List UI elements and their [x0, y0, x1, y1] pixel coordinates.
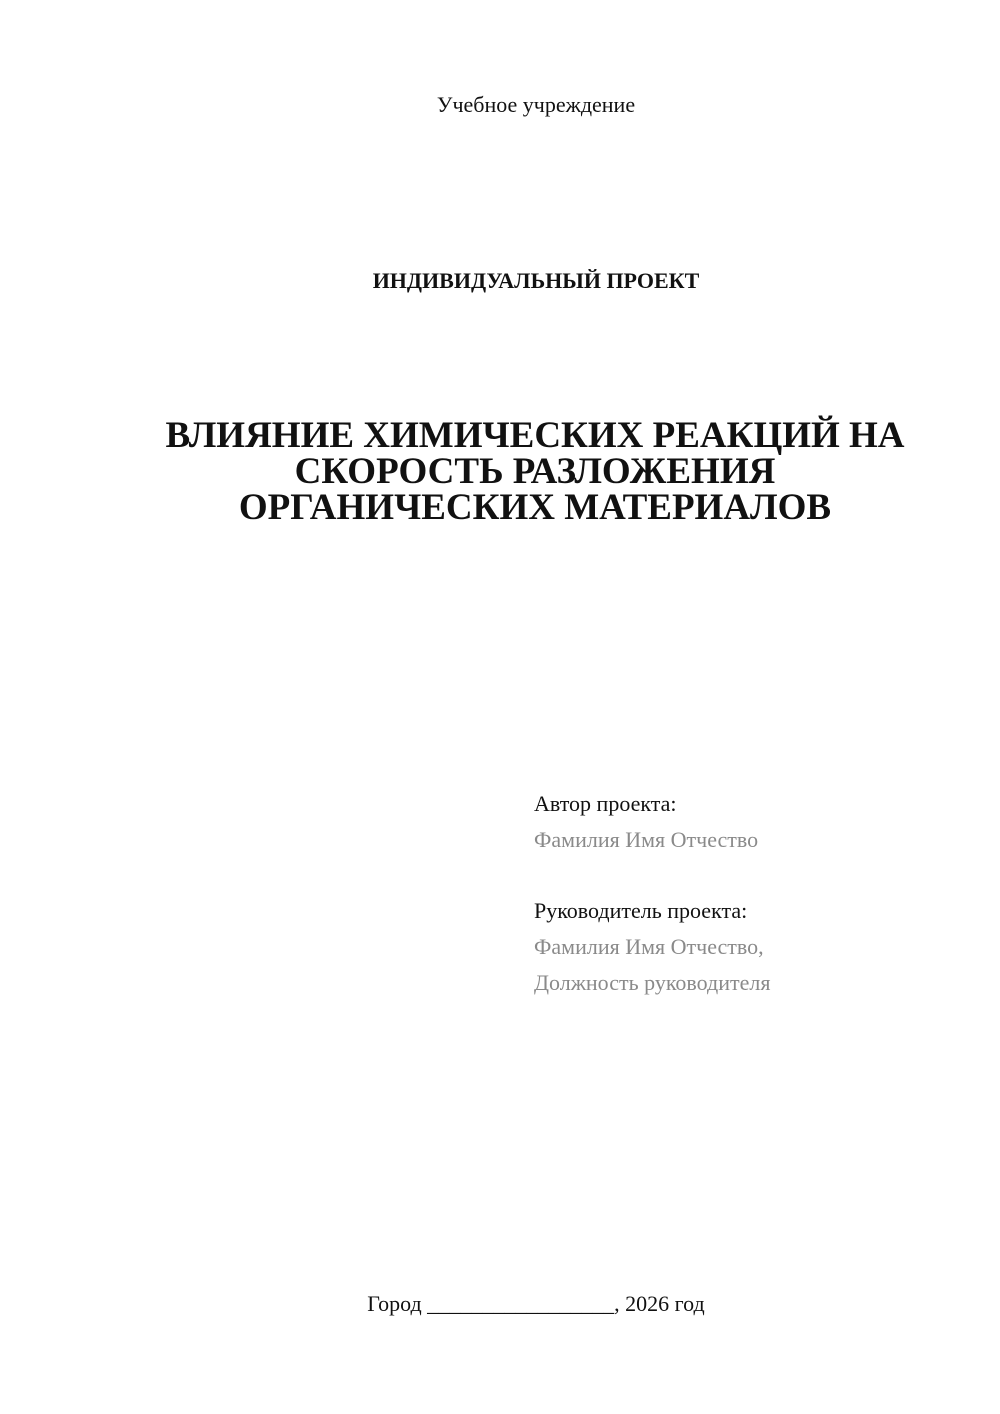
institution-name: Учебное учреждение [436, 92, 636, 117]
project-title-line: ВЛИЯНИЕ ХИМИЧЕСКИХ РЕАКЦИЙ НА [165, 415, 905, 456]
author-block [534, 786, 964, 858]
city-year-line: Город _________________, 2026 год [367, 1291, 705, 1316]
project-title-line: ОРГАНИЧЕСКИХ МАТЕРИАЛОВ [238, 487, 832, 528]
author-label: Автор проекта: [534, 791, 677, 816]
project-title-line: СКОРОСТЬ РАЗЛОЖЕНИЯ [294, 451, 776, 492]
author-name-placeholder: Фамилия Имя Отчество [534, 827, 759, 852]
supervisor-block [534, 893, 964, 1001]
document-type: ИНДИВИДУАЛЬНЫЙ ПРОЕКТ [372, 268, 700, 293]
supervisor-name-placeholder: Фамилия Имя Отчество, [534, 934, 764, 959]
supervisor-position-placeholder: Должность руководителя [534, 970, 771, 995]
project-title [100, 415, 970, 528]
supervisor-label: Руководитель проекта: [534, 898, 748, 923]
